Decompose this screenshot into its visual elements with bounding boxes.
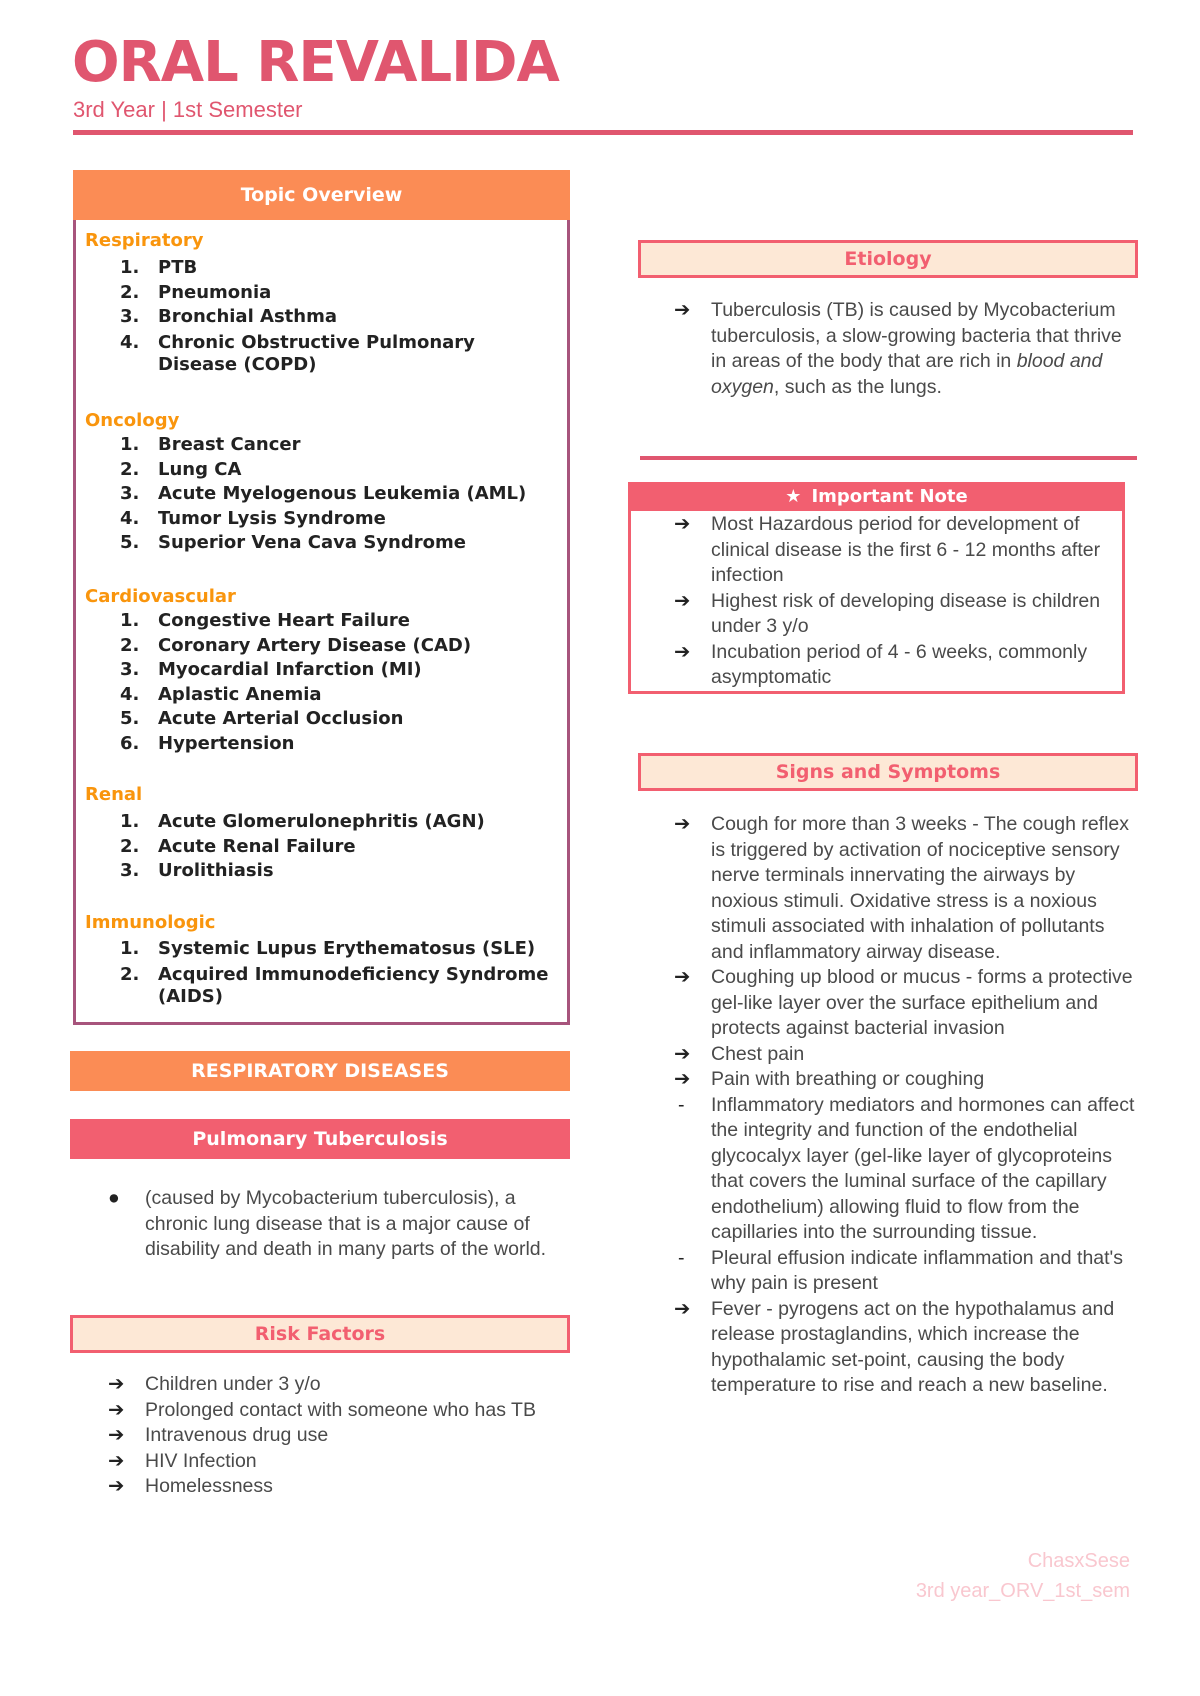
list-item: ➔ Cough for more than 3 weeks - The cough reflex is triggered by activation of nociceptive sensory nerve terminals innervating the airways by noxious stimuli. Oxidative stress is a noxious stimuli associated with inhalation of pollutants and inflammatory airway disease. bbox=[674, 812, 1138, 965]
category-respiratory: Respiratory bbox=[85, 230, 204, 251]
arrow-icon: ➔ bbox=[674, 1042, 691, 1065]
list-item: ➔ Intravenous drug use bbox=[108, 1423, 578, 1449]
arrow-icon: ➔ bbox=[674, 640, 691, 663]
signs-symptoms-header bbox=[638, 753, 1138, 791]
list-item bbox=[674, 298, 1134, 400]
dash-icon: - bbox=[678, 1246, 685, 1269]
list-item: 1. Breast Cancer bbox=[120, 434, 301, 455]
list-item: ● (caused by Mycobacterium tuberculosis), a chronic lung disease that is a major cause of disability and death in many parts of the world. bbox=[108, 1186, 578, 1263]
arrow-icon: ➔ bbox=[108, 1398, 125, 1421]
ptb-description-list bbox=[108, 1186, 578, 1263]
page-title: ORAL REVALIDA bbox=[72, 30, 559, 95]
list-item: ➔ Most Hazardous period for development of clinical disease is the first 6 - 12 months after infection bbox=[674, 512, 1122, 589]
list-item: 3. Acute Myelogenous Leukemia (AML) bbox=[120, 483, 527, 504]
list-item: ➔ Pain with breathing or coughing bbox=[674, 1067, 1138, 1093]
list-item: 1. PTB bbox=[120, 257, 198, 278]
cardiovascular-list bbox=[120, 609, 560, 756]
list-item: ➔ HIV Infection bbox=[108, 1449, 578, 1475]
topic-overview-title: Topic Overview bbox=[240, 184, 403, 206]
list-item: ➔ Incubation period of 4 - 6 weeks, commonly asymptomatic bbox=[674, 640, 1122, 691]
ptb-header bbox=[70, 1119, 570, 1159]
bullet-icon: ● bbox=[108, 1187, 120, 1209]
arrow-icon: ➔ bbox=[108, 1475, 125, 1497]
category-cardiovascular: Cardiovascular bbox=[85, 586, 236, 607]
list-item: - Pleural effusion indicate inflammation and that's why pain is present bbox=[674, 1246, 1138, 1297]
arrow-icon: ➔ bbox=[674, 966, 691, 988]
list-item: 2. Pneumonia bbox=[120, 281, 272, 303]
risk-factors-title: Risk Factors bbox=[254, 1323, 386, 1345]
list-item: 2. Acute Renal Failure bbox=[120, 835, 356, 857]
arrow-icon: ➔ bbox=[108, 1424, 125, 1446]
list-item: 1. Systemic Lupus Erythematosus (SLE) bbox=[120, 938, 536, 959]
star-icon: ★ bbox=[785, 486, 802, 507]
list-item: 2. Coronary Artery Disease (CAD) bbox=[120, 634, 472, 656]
respiratory-list bbox=[120, 256, 560, 376]
etiology-header bbox=[638, 240, 1138, 278]
arrow-icon: ➔ bbox=[674, 589, 691, 612]
list-item: ➔ Homelessness bbox=[108, 1474, 578, 1500]
category-oncology: Oncology bbox=[85, 410, 180, 431]
list-item: ➔ Prolonged contact with someone who has TB bbox=[108, 1398, 578, 1424]
list-item: 6. Hypertension bbox=[120, 732, 295, 754]
list-item: 3. Myocardial Infarction (MI) bbox=[120, 659, 422, 680]
arrow-icon: ➔ bbox=[674, 513, 691, 535]
watermark-tag: 3rd year_ORV_1st_sem bbox=[915, 1580, 1130, 1602]
list-item: ➔ Highest risk of developing disease is children under 3 y/o bbox=[674, 589, 1122, 640]
risk-factors-header bbox=[70, 1315, 570, 1353]
signs-symptoms-list bbox=[674, 812, 1138, 1399]
list-item: ➔ Coughing up blood or mucus - forms a protective gel-like layer over the surface epithelium and protects against bacterial invasion bbox=[674, 965, 1138, 1042]
arrow-icon: ➔ bbox=[108, 1373, 125, 1395]
arrow-icon: ➔ bbox=[674, 1068, 691, 1090]
etiology-list bbox=[674, 298, 1134, 400]
list-item: 4. Tumor Lysis Syndrome bbox=[120, 507, 386, 529]
list-item: 2. Acquired Immunodeficiency Syndrome (AIDS) bbox=[120, 963, 549, 1007]
renal-list bbox=[120, 810, 560, 884]
respiratory-diseases-header bbox=[70, 1051, 570, 1091]
important-note-title: Important Note bbox=[811, 486, 968, 507]
important-note-list bbox=[674, 512, 1122, 691]
list-item: ➔ Children under 3 y/o bbox=[108, 1372, 578, 1398]
category-renal: Renal bbox=[85, 784, 143, 805]
list-item: 4. Aplastic Anemia bbox=[120, 683, 322, 705]
dash-icon: - bbox=[678, 1093, 685, 1116]
oncology-list bbox=[120, 433, 560, 556]
header-divider bbox=[73, 130, 1133, 135]
list-item: 1. Congestive Heart Failure bbox=[120, 610, 410, 631]
list-item: 4. Chronic Obstructive Pulmonary Disease (COPD) bbox=[120, 331, 475, 375]
respiratory-diseases-title: RESPIRATORY DISEASES bbox=[191, 1060, 449, 1082]
list-item: - Inflammatory mediators and hormones can affect the integrity and function of the endothelial glycocalyx layer (gel-like layer of glycoproteins that covers the luminal surface of the capillary endothelium) allowing fluid to flow from the capillaries into the surrounding tissue. bbox=[674, 1093, 1138, 1246]
page-subtitle: 3rd Year | 1st Semester bbox=[73, 97, 303, 122]
arrow-icon: ➔ bbox=[674, 1297, 691, 1320]
list-item: 3. Urolithiasis bbox=[120, 860, 274, 881]
topic-overview-header bbox=[73, 170, 570, 220]
category-immunologic: Immunologic bbox=[85, 912, 216, 933]
arrow-icon: ➔ bbox=[674, 299, 691, 321]
etiology-divider bbox=[640, 456, 1137, 460]
list-item: 5. Superior Vena Cava Syndrome bbox=[120, 532, 466, 553]
list-item: ➔ Fever - pyrogens act on the hypothalamus and release prostaglandins, which increase the hypothalamic set-point, causing the body temperature to rise and reach a new baseline. bbox=[674, 1297, 1138, 1399]
arrow-icon: ➔ bbox=[108, 1449, 125, 1472]
arrow-icon: ➔ bbox=[674, 813, 691, 835]
list-item: 2. Lung CA bbox=[120, 458, 242, 480]
signs-symptoms-title: Signs and Symptoms bbox=[775, 761, 1001, 783]
list-item: 5. Acute Arterial Occlusion bbox=[120, 708, 404, 729]
list-item: ➔ Chest pain bbox=[674, 1042, 1138, 1068]
risk-factors-list bbox=[108, 1372, 578, 1500]
etiology-title: Etiology bbox=[844, 248, 932, 270]
watermark-author: ChasxSese bbox=[1027, 1550, 1130, 1572]
list-item: 3. Bronchial Asthma bbox=[120, 306, 337, 327]
immunologic-list bbox=[120, 937, 560, 1008]
ptb-title: Pulmonary Tuberculosis bbox=[192, 1128, 448, 1150]
list-item: 1. Acute Glomerulonephritis (AGN) bbox=[120, 811, 485, 832]
etiology-text: Tuberculosis (TB) is caused by Mycobacterium tuberculosis, a slow-growing bacteria that thrive in areas of the body that are rich in blood and oxygen, such as the lungs. bbox=[711, 299, 1122, 398]
